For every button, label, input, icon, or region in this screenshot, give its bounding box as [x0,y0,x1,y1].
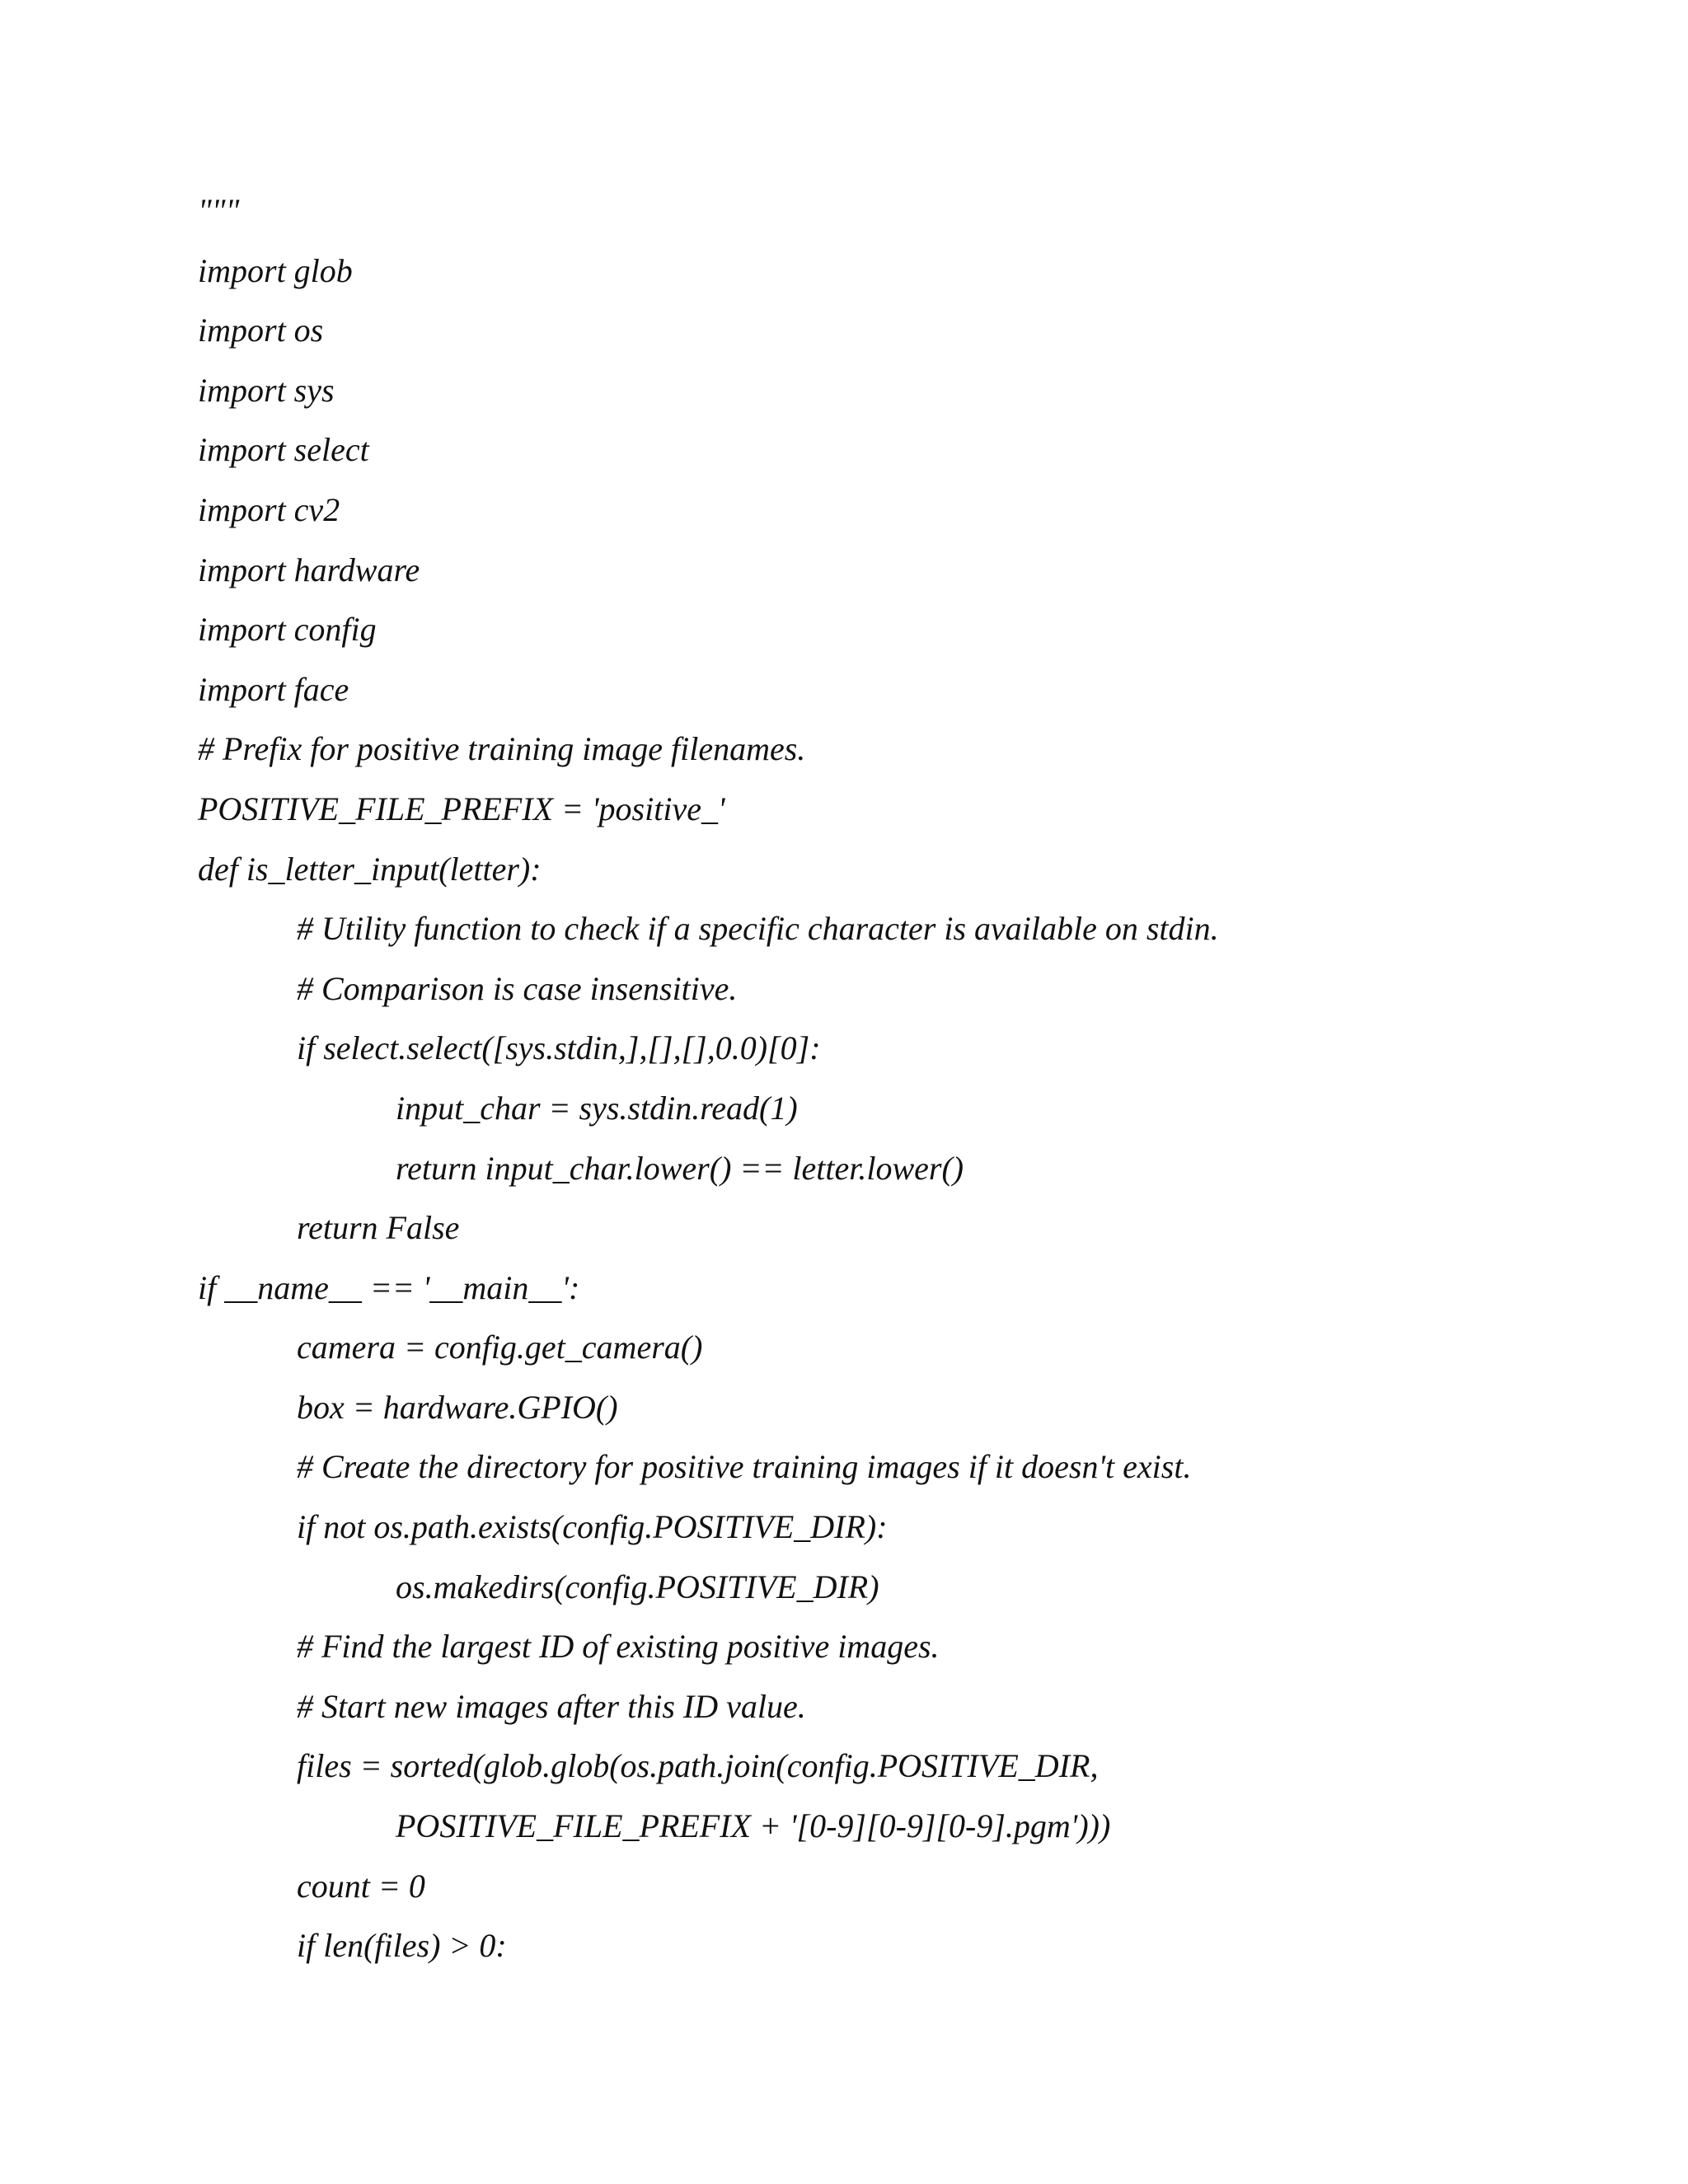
code-line-box: box = hardware.GPIO() [297,1388,618,1426]
code-line-if-not-exists: if not os.path.exists(config.POSITIVE_DIR): [297,1508,888,1546]
code-line-count: count = 0 [297,1867,425,1905]
code-line-comment-create-dir: # Create the directory for positive training images if it doesn't exist. [297,1448,1192,1486]
code-line-files-sorted: files = sorted(glob.glob(os.path.join(config.POSITIVE_DIR, [297,1747,1099,1785]
code-line-if-select: if select.select([sys.stdin,],[],[],0.0)[0]: [297,1029,821,1067]
code-line-def-is-letter-input: def is_letter_input(letter): [198,850,542,888]
code-line-positive-prefix-assign: POSITIVE_FILE_PREFIX = 'positive_' [198,790,725,827]
code-line-files-pattern: POSITIVE_FILE_PREFIX + '[0-9][0-9][0-9].pgm'))) [396,1807,1111,1845]
code-line-import-select: import select [198,431,369,469]
code-line-comment-start-new: # Start new images after this ID value. [297,1687,806,1725]
code-line-import-os: import os [198,312,324,349]
code-line-if-len-files: if len(files) > 0: [297,1927,507,1965]
code-line-return-false: return False [297,1209,460,1247]
code-line-comment-prefix: # Prefix for positive training image filenames. [198,730,806,768]
code-line-import-glob: import glob [198,251,353,289]
code-line-comment-case: # Comparison is case insensitive. [297,969,738,1007]
code-line-docstring-quotes: """ [198,192,240,229]
code-line-if-main: if __name__ == '__main__': [198,1268,580,1306]
code-line-makedirs: os.makedirs(config.POSITIVE_DIR) [396,1568,879,1605]
code-line-return-compare: return input_char.lower() == letter.lower() [396,1149,964,1187]
code-line-comment-largest-id: # Find the largest ID of existing positive images. [297,1628,940,1666]
code-line-import-hardware: import hardware [198,551,420,588]
code-line-import-cv2: import cv2 [198,490,340,528]
code-line-import-face: import face [198,670,349,708]
code-line-comment-utility: # Utility function to check if a specific character is available on stdin. [297,910,1219,948]
code-line-import-sys: import sys [198,371,335,409]
code-listing [198,181,1599,1976]
code-line-import-config: import config [198,611,377,649]
code-line-camera: camera = config.get_camera() [297,1329,703,1366]
code-line-input-char: input_char = sys.stdin.read(1) [396,1089,798,1127]
